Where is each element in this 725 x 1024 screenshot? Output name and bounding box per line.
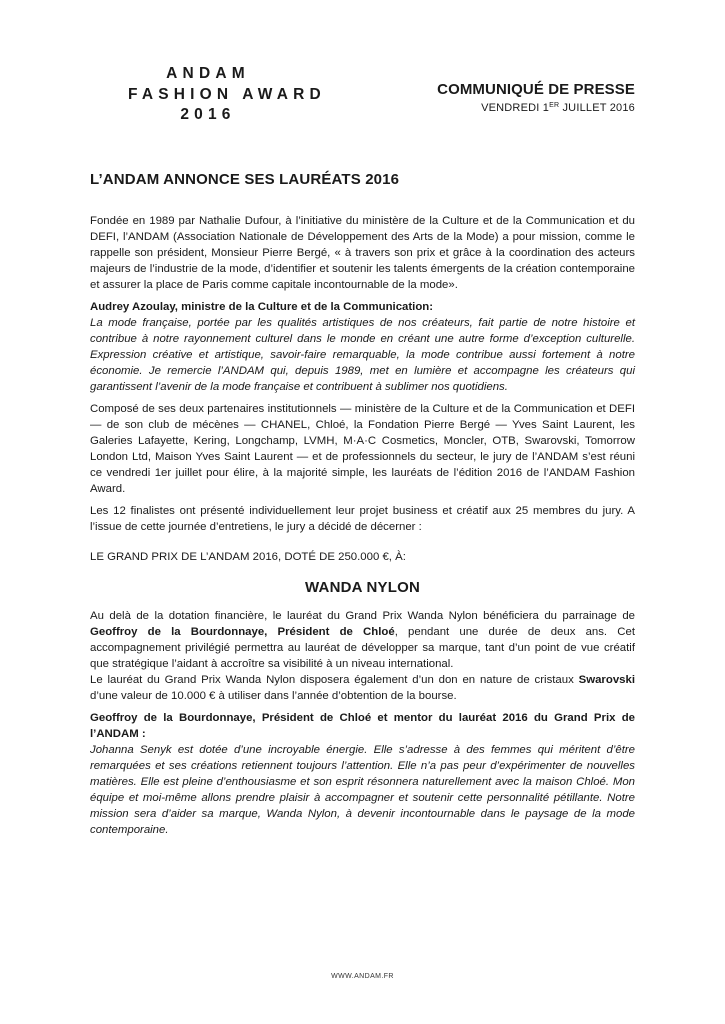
minister-quote-text: La mode française, portée par les qualités artistiques de nos créateurs, fait partie de notre histoire et contribue à notre rayonnement culturel dans le monde en créant une autre forme d’exception culturelle. Expression créative et artistique, savoir-faire remarquable, la mode contribue aussi fortement à notre économie. Je remercie l’ANDAM qui, depuis 1989, met en lumière et accompagne les créateurs qui garantissent l’avenir de la mode française et contribuent à sublimer nos quotidiens. [90,317,635,393]
mentorship-text-after: , pendant une durée de deux ans. Cet accompagnement privilégié permettra au lauréat de développer sa marque, tant d’un point de vue créatif que stratégique l’aidant à accroître sa visibilité à un niveau international. [90,626,635,670]
brand-line-2: FASHION AWARD [128,85,326,103]
swarovski-text-after: d’une valeur de 10.000 € à utiliser dans l’année d’obtention de la bourse. [90,690,457,702]
grand-prix-line: LE GRAND PRIX DE L’ANDAM 2016, DOTÉ DE 250.000 €, À: [90,551,406,563]
brand-line-3: 2016 [180,106,236,123]
swarovski-text-before: Le lauréat du Grand Prix Wanda Nylon disposera également d’un don en nature de cristaux [90,674,579,686]
winner-name: WANDA NYLON [305,579,420,596]
mentorship-text-before: Au delà de la dotation financière, le lauréat du Grand Prix Wanda Nylon bénéficiera du parrainage de [90,610,635,622]
press-title: COMMUNIQUÉ DE PRESSE [437,81,635,98]
mentor-quote-text: Johanna Senyk est dotée d’une incroyable énergie. Elle s’adresse à des femmes qui méritent d’être remarquées et ses créations retiennent toujours l’attention. Elle n’a pas peur d’expérimenter de nouvelles matières. Elle est pleine d’enthousiasme et son esprit résonnera naturellement avec la maison Chloé. Mon équipe et moi-même allons prendre plaisir à accompagner et soutenir cette personnalité pétillante. Notre mission sera d’aider sa marque, Wanda Nylon, à devenir incontournable dans le paysage de la mode contemporaine. [90,744,635,836]
date-suffix: JUILLET 2016 [559,102,635,114]
mentor-quote-speaker: Geoffroy de la Bourdonnaye, Président de Chloé et mentor du lauréat 2016 du Grand Prix de l’ANDAM : [90,712,635,740]
date-ordinal: ER [549,102,560,109]
page-title: L’ANDAM ANNONCE SES LAURÉATS 2016 [90,171,400,188]
swarovski-name: Swarovski [578,674,635,686]
mentor-name: Geoffroy de la Bourdonnaye, Président de Chloé [90,626,395,638]
jury-composition-paragraph: Composé de ses deux partenaires institutionnels — ministère de la Culture et de la Communication et DEFI — de son club de mécènes — CHANEL, Chloé, la Fondation Pierre Bergé — Yves Saint Laurent, les Galeries Lafayette, Kering, Longchamp, LVMH, M·A·C Cosmetics, Moncler, OTB, Swarovski, Tomorrow London Ltd, Maison Yves Saint Laurent — et de professionnels du secteur, le jury de l’ANDAM s’est réuni ce vendredi 1er juillet pour élire, à la majorité simple, les lauréats de l’édition 2016 de l’ANDAM Fashion Award. [90,403,635,495]
press-date [437,101,635,115]
intro-paragraph: Fondée en 1989 par Nathalie Dufour, à l’initiative du ministère de la Culture et de la Communication et du DEFI, l’ANDAM (Association Nationale de Développement des Arts de la Mode) a pour mission, comme le rappelle son président, Monsieur Pierre Bergé, « à travers son prix et grâce à la coordination des acteurs majeurs de l’industrie de la mode, d’identifier et soutenir les talents émergents de la création contemporaine et assurer la place de Paris comme capitale incontournable de la mode». [90,215,635,291]
finalists-paragraph: Les 12 finalistes ont présenté individuellement leur projet business et créatif aux 25 membres du jury. A l’issue de cette journée d’entretiens, le jury a décidé de décerner : [90,505,635,533]
date-prefix: VENDREDI 1 [481,102,550,114]
article-body [90,213,635,844]
mentorship-paragraph [90,608,635,672]
minister-quote-speaker: Audrey Azoulay, ministre de la Culture et de la Communication: [90,301,434,313]
brand-line-1: ANDAM [166,65,250,82]
swarovski-paragraph [90,672,635,704]
andam-logo-text [128,64,326,126]
footer-website: WWW.ANDAM.FR [331,973,394,980]
press-header [437,81,635,115]
